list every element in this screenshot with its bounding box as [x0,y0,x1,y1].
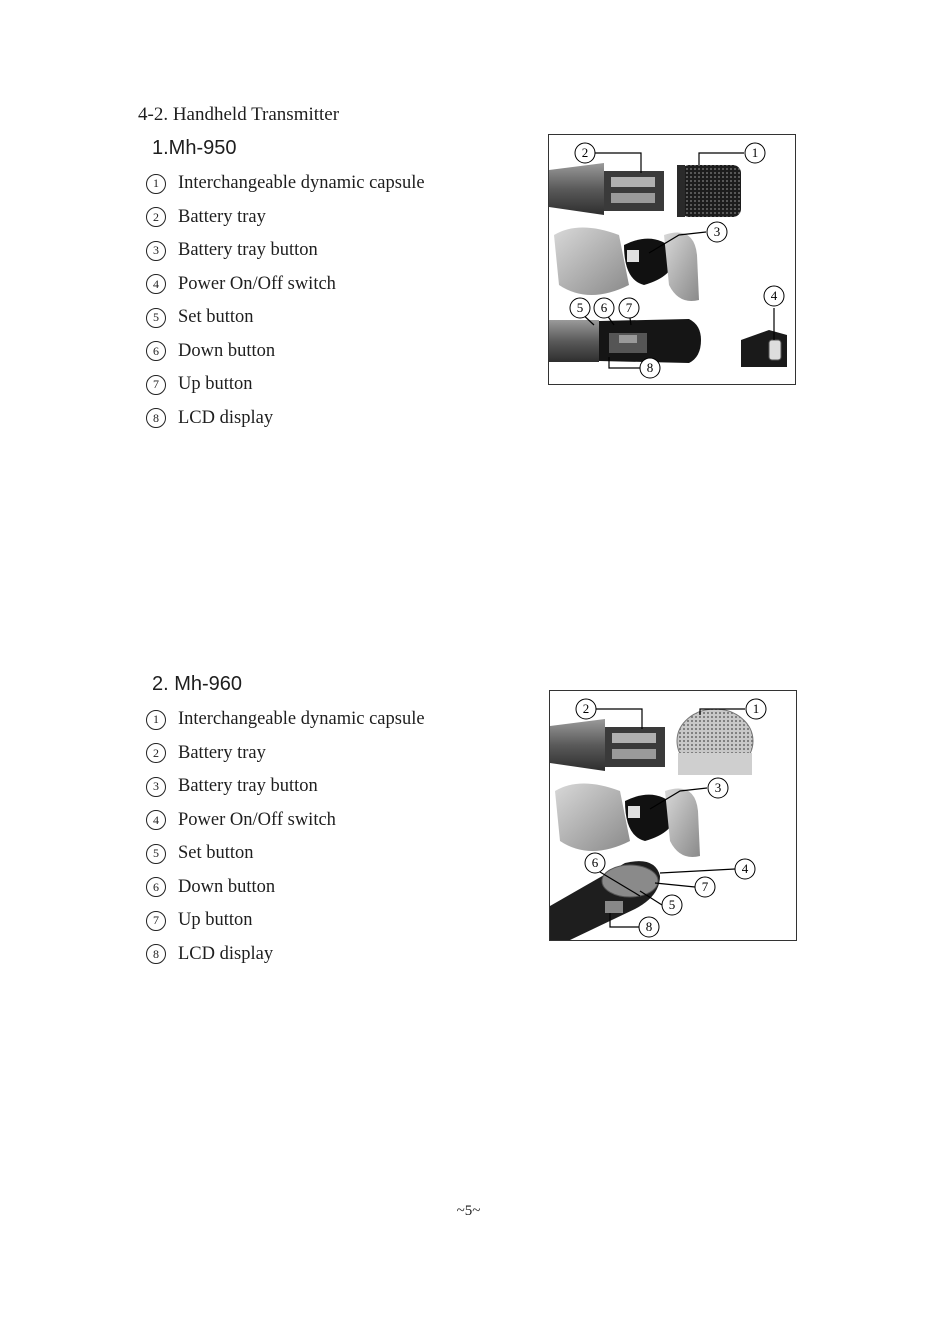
callout-number: 6 [146,341,166,361]
svg-text:4: 4 [770,288,778,303]
item-label: Battery tray button [178,240,318,261]
list-item [146,402,425,436]
list-item [146,335,425,369]
mh950-illustration [549,135,795,384]
figure-mh960 [549,690,797,941]
svg-text:6: 6 [591,855,599,870]
mh960-illustration [550,691,796,940]
callout-number: 5 [146,308,166,328]
hand-image [554,228,699,302]
item-label: Power On/Off switch [178,809,336,830]
svg-text:1: 1 [751,145,759,160]
svg-text:8: 8 [645,919,653,934]
svg-text:1: 1 [752,701,760,716]
callout-number: 1 [146,174,166,194]
item-label: Down button [178,340,276,361]
callout-number: 5 [146,844,166,864]
list-item [146,871,425,905]
callout-number: 7 [146,375,166,395]
item-label: LCD display [178,407,274,428]
list-item [146,938,425,972]
svg-text:7: 7 [625,300,633,315]
svg-text:8: 8 [646,360,654,375]
list-item [146,167,425,201]
svg-text:3: 3 [714,780,722,795]
item-label: Interchangeable dynamic capsule [178,709,425,730]
hand-image [555,784,700,858]
list-item [146,368,425,402]
item-label: Battery tray button [178,776,318,797]
list-item [146,301,425,335]
svg-text:3: 3 [713,224,721,239]
figure-mh950 [548,134,796,385]
list-item [146,737,425,771]
item-label: Up button [178,374,253,395]
page-number: ~5~ [456,1203,481,1219]
item-label: Battery tray [178,742,266,763]
callout-number: 1 [146,710,166,730]
list-item [146,804,425,838]
list-item [146,703,425,737]
item-label: Up button [178,910,253,931]
svg-text:6: 6 [600,300,608,315]
svg-text:5: 5 [668,897,676,912]
callout-number: 3 [146,777,166,797]
list-item [146,234,425,268]
callout-number: 2 [146,743,166,763]
list-item [146,770,425,804]
model-title-mh960: 2. Mh-960 [152,673,243,695]
callout-number: 3 [146,241,166,261]
parts-list-mh960 [146,703,425,971]
list-item [146,904,425,938]
callout-number: 8 [146,408,166,428]
parts-list-mh950 [146,167,425,435]
mic-body-image [549,163,664,215]
callout-number: 2 [146,207,166,227]
callout-number: 6 [146,877,166,897]
svg-text:2: 2 [582,701,590,716]
power-switch-image [741,330,787,367]
list-item [146,201,425,235]
item-label: Interchangeable dynamic capsule [178,173,425,194]
item-label: Down button [178,876,276,897]
list-item [146,837,425,871]
list-item [146,268,425,302]
mic-body-image [550,719,665,771]
item-label: LCD display [178,943,274,964]
model-title-mh950: 1.Mh-950 [152,137,237,159]
item-label: Set button [178,843,254,864]
item-label: Set button [178,307,254,328]
section-title: 4-2. Handheld Transmitter [138,104,340,125]
svg-text:2: 2 [581,145,589,160]
svg-text:7: 7 [701,879,709,894]
item-label: Power On/Off switch [178,273,336,294]
capsule-image [677,165,741,217]
capsule-image [677,709,753,775]
mic-bottom-image [549,319,701,363]
item-label: Battery tray [178,206,266,227]
callout-number: 7 [146,911,166,931]
svg-text:5: 5 [576,300,584,315]
callout-number: 4 [146,274,166,294]
callout-number: 8 [146,944,166,964]
svg-text:4: 4 [741,861,749,876]
callout-number: 4 [146,810,166,830]
